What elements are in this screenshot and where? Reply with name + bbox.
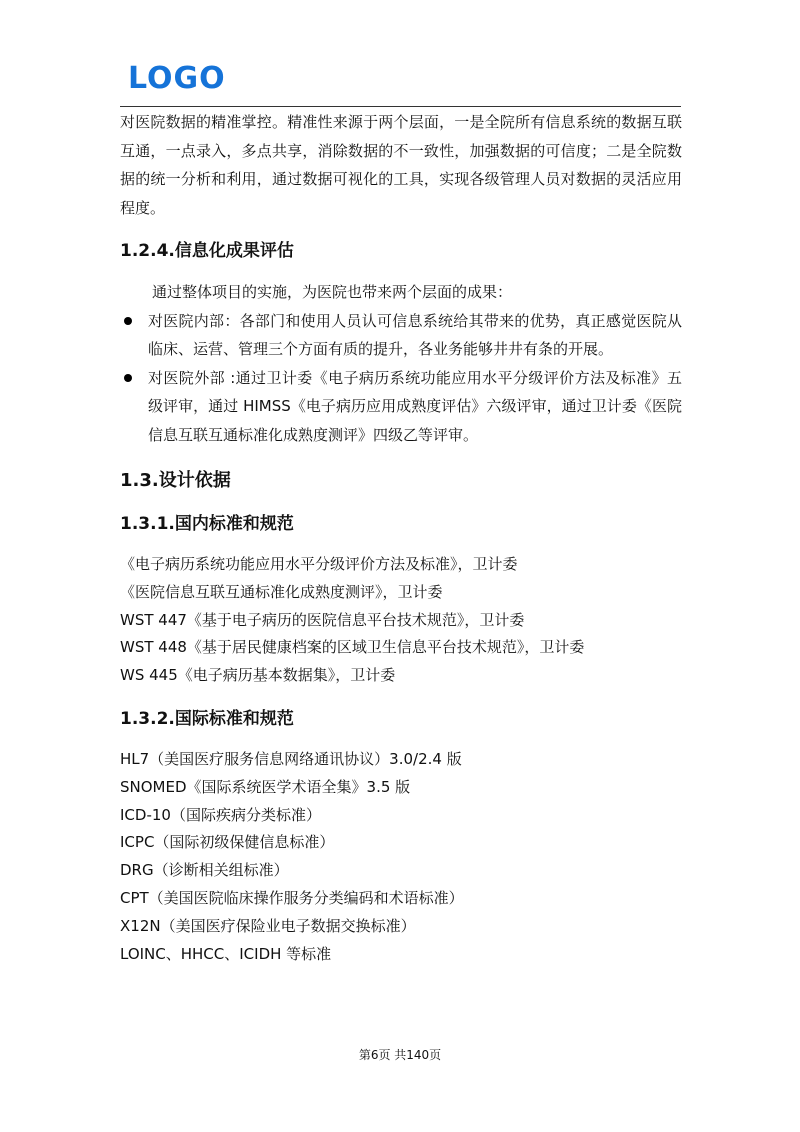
list-item: 《医院信息互联互通标准化成熟度测评》，卫计委 bbox=[120, 582, 443, 601]
list-item: HL7（美国医疗服务信息网络通讯协议）3.0/2.4 版 bbox=[120, 749, 462, 768]
bullet-item bbox=[120, 364, 682, 450]
list-item: LOINC、HHCC、ICIDH 等标准 bbox=[120, 944, 332, 963]
list-item: 《电子病历系统功能应用水平分级评价方法及标准》，卫计委 bbox=[120, 555, 518, 573]
page-footer: 第6页 共140页 bbox=[358, 1048, 442, 1062]
list-item: X12N（美国医疗保险业电子数据交换标准） bbox=[120, 916, 416, 935]
heading-1-3-1: 1.3.1.国内标准和规范 bbox=[120, 514, 294, 534]
international-standards-list bbox=[120, 746, 682, 968]
list-item: WS 445《电子病历基本数据集》，卫计委 bbox=[120, 666, 396, 685]
domestic-standards-list bbox=[120, 551, 682, 690]
page-content bbox=[120, 108, 682, 968]
list-item: WST 448《基于居民健康档案的区域卫生信息平台技术规范》，卫计委 bbox=[120, 638, 585, 657]
list-item: ICD-10（国际疾病分类标准） bbox=[120, 805, 321, 824]
intro-paragraph: 对医院数据的精准掌控。精准性来源于两个层面，一是全院所有信息系统的数据互联互通，一点录入，多点共享，消除数据的不一致性，加强数据的可信度；二是全院数据的统一分析和利用，通过数据可视化的工具，实现各级管理人员对数据的灵活应用程度。 bbox=[120, 113, 682, 217]
bullet-item bbox=[120, 307, 682, 364]
list-item: ICPC（国际初级保健信息标准） bbox=[120, 833, 335, 852]
bullet-text: 对医院内部：各部门和使用人员认可信息系统给其带来的优势，真正感觉医院从临床、运营、管理三个方面有质的提升，各业务能够井井有条的开展。 bbox=[148, 311, 682, 358]
logo: LOGO bbox=[128, 61, 226, 96]
list-item: CPT（美国医院临床操作服务分类编码和术语标准） bbox=[120, 888, 464, 907]
heading-1-3: 1.3.设计依据 bbox=[120, 470, 231, 491]
list-item: SNOMED《国际系统医学术语全集》3.5 版 bbox=[120, 777, 411, 796]
section-lead: 通过整体项目的实施，为医院也带来两个层面的成果： bbox=[152, 283, 513, 301]
bullet-text: 对医院外部 :通过卫计委《电子病历系统功能应用水平分级评价方法及标准》五级评审，通过 HIMSS《电子病历应用成熟度评估》六级评审，通过卫计委《医院信息互联互通标准化成熟度测评》四级乙等评审。 bbox=[148, 368, 682, 444]
bullet-dot-icon bbox=[124, 374, 132, 382]
list-item: DRG（诊断相关组标准） bbox=[120, 861, 289, 880]
heading-1-2-4: 1.2.4.信息化成果评估 bbox=[120, 241, 294, 261]
bullet-dot-icon bbox=[124, 317, 132, 325]
header-divider bbox=[120, 106, 681, 107]
list-item: WST 447《基于电子病历的医院信息平台技术规范》，卫计委 bbox=[120, 610, 525, 629]
heading-1-3-2: 1.3.2.国际标准和规范 bbox=[120, 708, 294, 729]
